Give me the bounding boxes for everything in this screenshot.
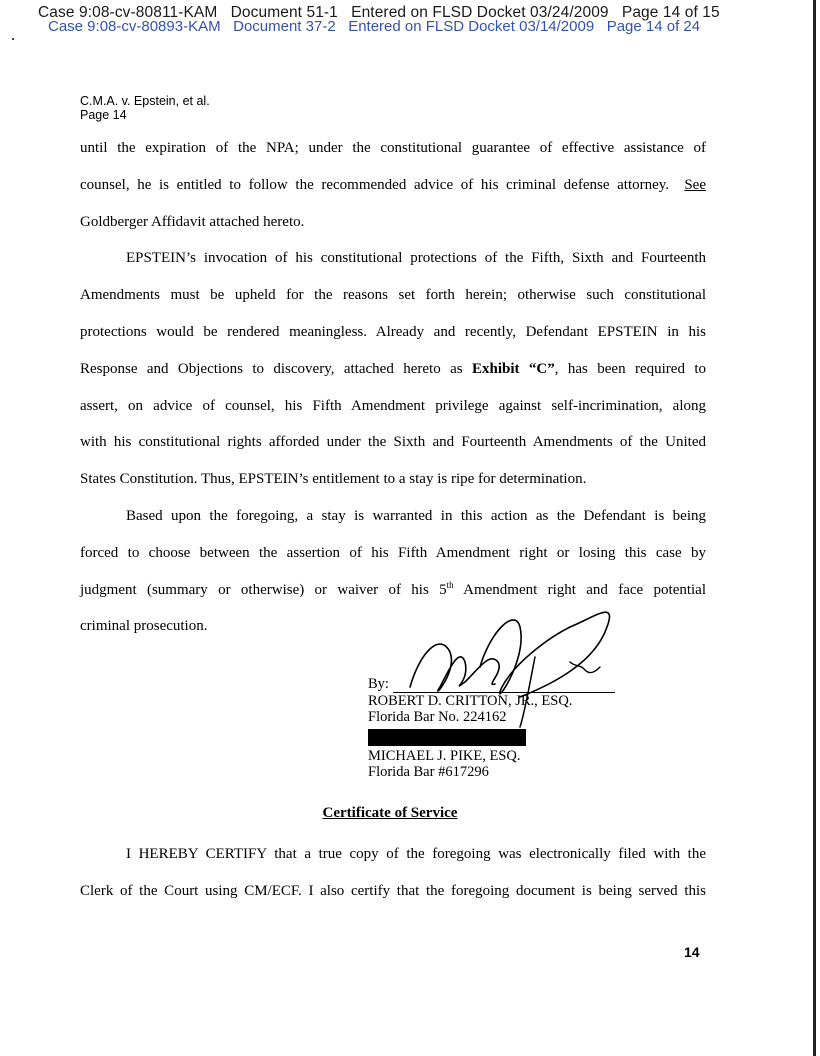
attorney-bar-number: Florida Bar #617296 (368, 764, 489, 780)
text-line: Based upon the foregoing, a stay is warranted in this action as the Defendant is being (126, 507, 706, 524)
redaction-bar (368, 729, 526, 746)
scan-speck (12, 38, 14, 40)
text-line: criminal prosecution. (80, 618, 208, 635)
stamp-page: Page 14 of 24 (606, 18, 701, 35)
text-run: counsel, he is entitled to follow the recommended advice of his criminal defense attorney. (80, 176, 670, 193)
signature-rule (393, 678, 615, 693)
text-line (80, 167, 706, 204)
stamp-entered: Entered on FLSD Docket 03/14/2009 (348, 18, 595, 35)
text-line: Clerk of the Court using CM/ECF. I also certify that the foregoing document is being served this (80, 882, 706, 899)
scan-edge (813, 0, 816, 1056)
certificate-body (80, 836, 706, 910)
see-reference: See (684, 176, 707, 193)
text-line: Goldberger Affidavit attached hereto. (80, 213, 305, 230)
text-line: EPSTEIN’s invocation of his constitutional protections of the Fifth, Sixth and Fourteenth (126, 250, 706, 267)
exhibit-reference: Exhibit “C” (472, 360, 555, 377)
attorney-name: ROBERT D. CRITTON, JR., ESQ. (368, 692, 573, 709)
stamp-entered: Entered on FLSD Docket 03/24/2009 (351, 4, 609, 21)
text-line: Amendments must be upheld for the reasons set forth herein; otherwise such constitutional (80, 287, 706, 304)
text-line: assert, on advice of counsel, his Fifth Amendment privilege against self-incrimination, along (80, 397, 706, 414)
text-line (80, 351, 706, 388)
ordinal-suffix: th (446, 579, 454, 590)
stamp-document: Document 51-1 (230, 4, 338, 21)
attorney-name: MICHAEL J. PIKE, ESQ. (368, 747, 521, 764)
by-label: By: (368, 676, 389, 692)
stamp-page: Page 14 of 15 (621, 4, 720, 21)
text-run: judgment (summary or otherwise) or waiver of his 5 (80, 581, 447, 598)
attorney-bar-number: Florida Bar No. 224162 (368, 709, 507, 725)
text-line: with his constitutional rights afforded under the Sixth and Fourteenth Amendments of the United (80, 434, 706, 451)
document-body (80, 130, 706, 645)
text-line: protections would be rendered meaningless. Already and recently, Defendant EPSTEIN in his (80, 323, 706, 340)
caption-page: Page 14 (80, 108, 127, 122)
text-line: States Constitution. Thus, EPSTEIN’s entitlement to a stay is ripe for determination. (80, 471, 587, 488)
stamp-case: Case 9:08-cv-80811-KAM (38, 4, 218, 21)
case-name: C.M.A. v. Epstein, et al. (80, 94, 210, 108)
signature-line (368, 676, 615, 693)
case-caption (80, 94, 210, 122)
text-run: , has been required to (554, 360, 707, 377)
text-line: until the expiration of the NPA; under the constitutional guarantee of effective assistance of (80, 140, 706, 156)
signature-block (368, 676, 615, 781)
certificate-title: Certificate of Service (322, 805, 458, 821)
court-stamp-blue (48, 18, 700, 35)
text-run: Response and Objections to discovery, attached hereto as (80, 360, 463, 377)
stamp-document: Document 37-2 (233, 18, 336, 35)
text-line: I HEREBY CERTIFY that a true copy of the foregoing was electronically filed with the (126, 846, 706, 862)
stamp-case: Case 9:08-cv-80893-KAM (48, 18, 221, 35)
page-number: 14 (684, 944, 700, 960)
text-line: forced to choose between the assertion of his Fifth Amendment right or losing this case by (80, 544, 706, 561)
text-run: Amendment right and face potential (453, 581, 707, 598)
